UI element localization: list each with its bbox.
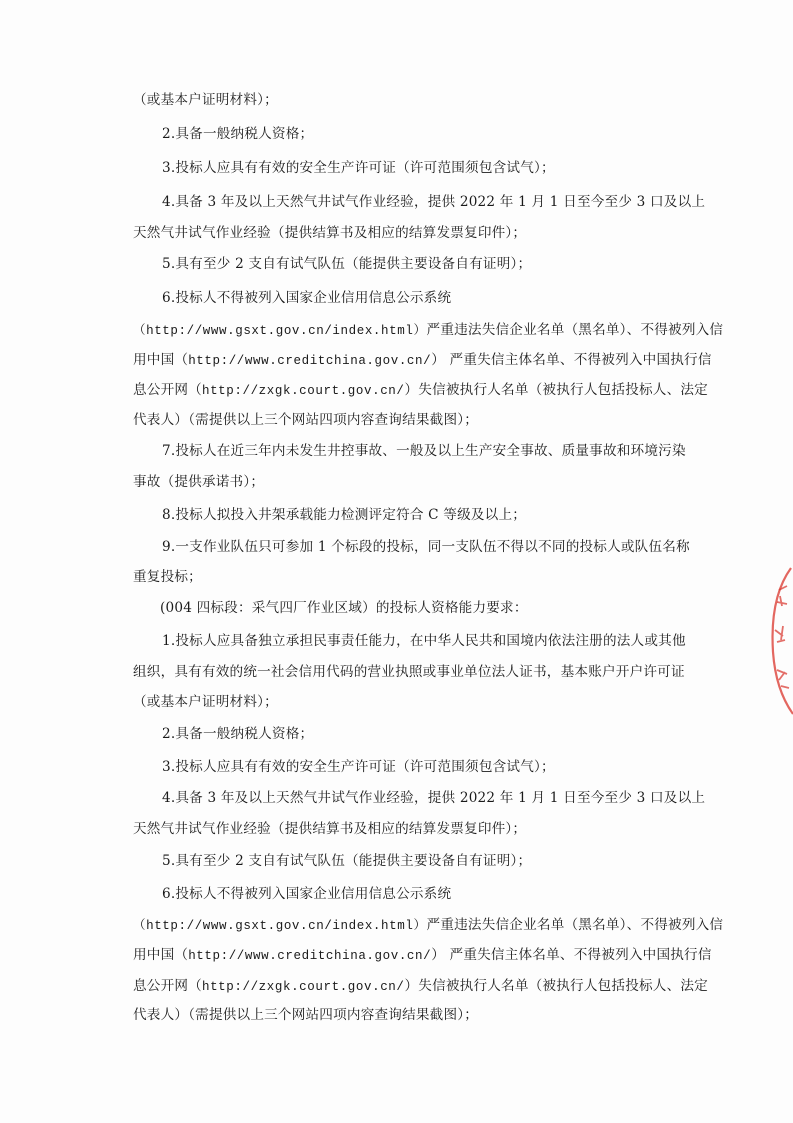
text-line: 6.投标人不得被列入国家企业信用信息公示系统 [162,290,452,306]
text-line: 2.具备一般纳税人资格； [162,726,314,742]
text-line: 2.具备一般纳税人资格； [162,126,314,142]
text-line: 5.具有至少 2 支自有试气队伍（能提供主要设备自有证明）； [162,853,532,869]
text-line: 3.投标人应具有有效的安全生产许可证（许可范围须包含试气）； [162,759,555,775]
text-line [133,915,723,936]
red-seal-stamp-partial [753,560,793,720]
text-segment: ）失信被执行人名单（被执行人包括投标人、法定 [404,978,708,994]
text-line [133,350,712,371]
url-text: http://www.creditchina.gov.cn/ [188,949,432,963]
text-line: 4.具备 3 年及以上天然气井试气作业经验，提供 2022 年 1 月 1 日至今至少 3 口及以上 [162,194,706,210]
text-line: 组织，具有有效的统一社会信用代码的营业执照或事业单位法人证书，基本账户开户许可证 [133,664,685,680]
url-text: （http://www.gsxt.gov.cn/index.html） [133,324,427,338]
text-segment: 严重违法失信企业名单（黑名单）、不得被列入信 [426,322,724,338]
url-text: http://zxgk.court.gov.cn/ [201,384,405,398]
text-line [133,945,712,966]
url-text: http://www.creditchina.gov.cn/ [188,354,432,368]
text-segment: ） 严重失信主体名单、不得被列入中国执行信 [431,352,712,368]
text-line: 6.投标人不得被列入国家企业信用信息公示系统 [162,886,452,902]
url-text: http://zxgk.court.gov.cn/ [201,980,405,994]
text-line: 5.具有至少 2 支自有试气队伍（能提供主要设备自有证明）； [162,256,532,272]
text-line: 1.投标人应具备独立承担民事责任能力，在中华人民共和国境内依法注册的法人或其他 [162,633,686,649]
text-segment: 严重违法失信企业名单（黑名单）、不得被列入信 [426,917,724,933]
text-line: 8.投标人拟投入井架承载能力检测评定符合 C 等级及以上； [162,507,527,523]
text-line [133,976,708,997]
text-line [133,380,708,401]
text-line: 天然气井试气作业经验（提供结算书及相应的结算发票复印件）； [133,821,527,837]
text-line: 重复投标； [133,569,202,585]
text-segment: ）失信被执行人名单（被执行人包括投标人、法定 [404,382,708,398]
text-line: 天然气井试气作业经验（提供结算书及相应的结算发票复印件）； [133,225,527,241]
text-segment: 息公开网（ [133,978,202,994]
text-line: (004 四标段：采气四厂作业区域）的投标人资格能力要求： [160,600,528,616]
text-line: 事故（提供承诺书）； [133,474,265,490]
text-line [133,320,723,341]
text-line: 代表人）（需提供以上三个网站四项内容查询结果截图）； [133,1007,479,1023]
text-line: （或基本户证明材料）； [133,92,278,108]
text-line: 4.具备 3 年及以上天然气井试气作业经验，提供 2022 年 1 月 1 日至今至少 3 口及以上 [162,790,706,806]
text-line: （或基本户证明材料）； [133,694,278,710]
text-line: 代表人）（需提供以上三个网站四项内容查询结果截图）； [133,412,479,428]
text-segment: 息公开网（ [133,382,202,398]
text-segment: 用中国（ [133,352,189,368]
text-line: 3.投标人应具有有效的安全生产许可证（许可范围须包含试气）； [162,160,555,176]
text-line: 9.一支作业队伍只可参加 1 个标段的投标，同一支队伍不得以不同的投标人或队伍名称 [162,539,690,555]
text-line: 7.投标人在近三年内未发生井控事故、一般及以上生产安全事故、质量事故和环境污染 [162,443,686,459]
url-text: （http://www.gsxt.gov.cn/index.html） [133,919,427,933]
text-segment: 用中国（ [133,947,189,963]
text-segment: ） 严重失信主体名单、不得被列入中国执行信 [431,947,712,963]
